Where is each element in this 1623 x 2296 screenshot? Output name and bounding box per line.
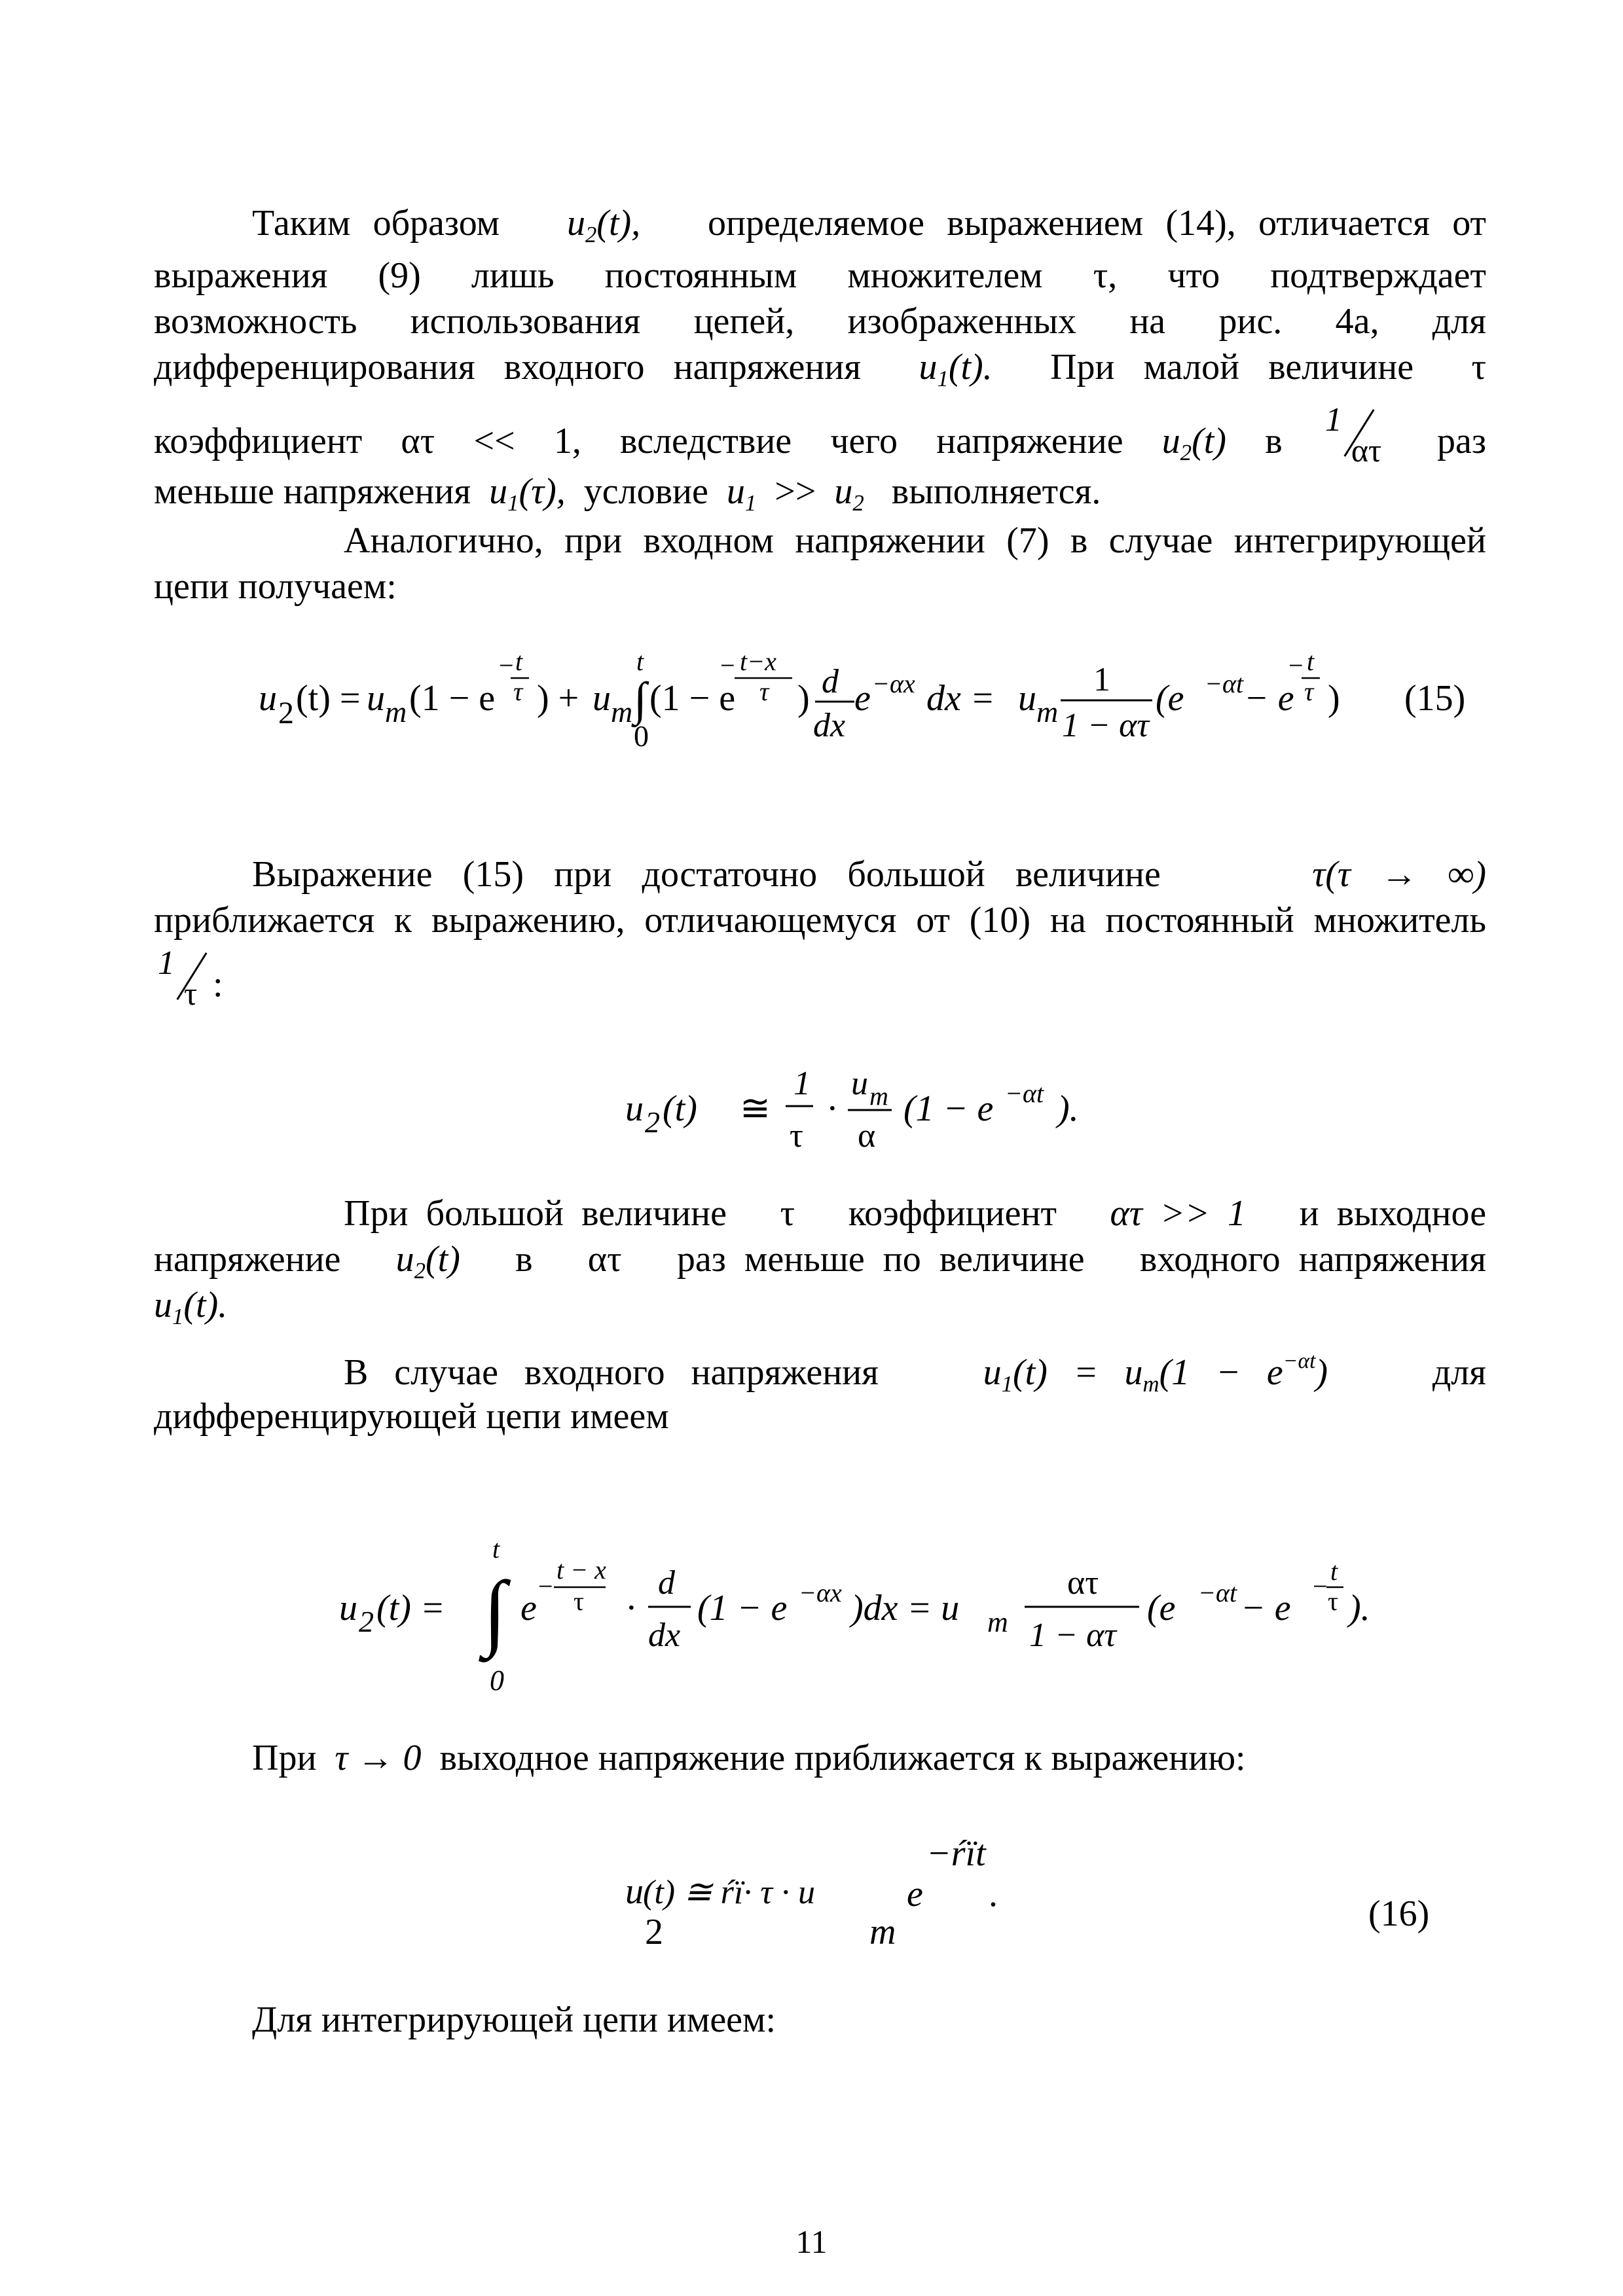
eq15-ax: −αx bbox=[872, 669, 915, 698]
eq15-exp2-num: t−x bbox=[740, 647, 776, 676]
eq16-number: (16) bbox=[1368, 1893, 1430, 1934]
eqB-lhs: (t) = bbox=[376, 1588, 445, 1628]
p4-line-1: При большой величине τ коэффициент ατ >> 1 и выходное bbox=[344, 1193, 1487, 1234]
p4-line-3: $u_1(t)$. bbox=[154, 1285, 228, 1330]
eqB-sub-2: 2 bbox=[359, 1605, 374, 1638]
eqB-mid: (1 − e bbox=[697, 1588, 788, 1628]
eq15-den: 1 − ατ bbox=[1062, 707, 1149, 744]
eq15-sub-2: 2 bbox=[278, 696, 294, 730]
p3-line-1: Выражение (15) при достаточно большой величине τ(τ → ∞) bbox=[252, 854, 1487, 895]
eqB-exp-num: t − x bbox=[556, 1555, 606, 1585]
eq15-eqA: (t) = bbox=[296, 678, 361, 719]
eq15-um2: u bbox=[593, 678, 611, 719]
eqB-fden: 1 − ατ bbox=[1029, 1617, 1116, 1654]
eqB-dx: dx bbox=[648, 1617, 681, 1654]
eqA-end: ). bbox=[1057, 1088, 1079, 1129]
eq15-minus-e: − e bbox=[1244, 678, 1294, 719]
eqA-exp: −αt bbox=[1005, 1079, 1044, 1108]
p5-line-1: В случае входного напряжения $u_1(t) = u_m(1 - e^{-\alpha t})$ для bbox=[344, 1349, 1487, 1397]
eq15-exp3-minus: − bbox=[1288, 651, 1304, 680]
eq16-m: m bbox=[869, 1912, 896, 1952]
eqB-p-minus: − bbox=[1313, 1571, 1328, 1601]
eqB-dot: · bbox=[625, 1588, 638, 1628]
p2-line-1: Аналогично, при входном напряжении (7) в случае интегрирующей bbox=[344, 520, 1486, 561]
eqA-rest: (1 − e bbox=[903, 1088, 994, 1129]
eqB-end: ). bbox=[1349, 1588, 1370, 1628]
eq15-dx: dx bbox=[813, 707, 846, 744]
eqB-mid-end: )dx = u bbox=[851, 1588, 960, 1628]
eqB-fnum: ατ bbox=[1067, 1564, 1099, 1602]
p3-line-2: приближается к выражению, отличающемуся от (10) на постоянный множитель bbox=[154, 900, 1486, 941]
eq15-at: −αt bbox=[1205, 669, 1244, 698]
eq15-d: d bbox=[822, 663, 839, 700]
eq15-exp3-tau: τ bbox=[1304, 677, 1314, 706]
eqB-m: m bbox=[987, 1606, 1008, 1638]
eq15-integral: ∫ bbox=[634, 673, 647, 725]
eqB-d: d bbox=[658, 1564, 675, 1602]
p2-line-2: цепи получаем: bbox=[154, 566, 397, 607]
eqA-tau: τ bbox=[790, 1117, 803, 1155]
eqA-alpha: α bbox=[858, 1117, 876, 1155]
eq15-paren: (e bbox=[1156, 678, 1184, 719]
eq16-e: e bbox=[907, 1874, 923, 1914]
eq15-exp3-t: t bbox=[1307, 647, 1315, 676]
eq15-close2: ) bbox=[797, 678, 810, 719]
p3-line-3: 1 τ : bbox=[154, 949, 1486, 1014]
eq15-u: u bbox=[259, 678, 277, 719]
p6-line-1: При τ → 0 выходное напряжение приближается к выражению: bbox=[252, 1738, 1246, 1778]
eq15-part1: (1 − e bbox=[409, 678, 496, 719]
eqB-int-lower: 0 bbox=[490, 1664, 504, 1696]
p5-line-2: дифференцирующей цепи имеем bbox=[154, 1396, 669, 1437]
eq16-dot: . bbox=[989, 1874, 998, 1914]
eqB-par: (e bbox=[1147, 1588, 1176, 1628]
p1-line-1: Таким образом $u_2(t)$, определяемое выражением (14), отличается от bbox=[252, 203, 1487, 248]
eq15-exp-minus: − bbox=[499, 651, 514, 680]
one-over-tau: 1 τ bbox=[154, 949, 213, 1014]
eqB-exp-den: τ bbox=[574, 1587, 585, 1616]
p7-line-1: Для интегрирующей цепи имеем: bbox=[252, 2000, 776, 2040]
p1-line-3: возможность использования цепей, изображенных на рис. 4а, для bbox=[154, 301, 1486, 342]
eqA-m: m bbox=[869, 1081, 888, 1111]
eq15-m2: m bbox=[611, 695, 633, 728]
eqB-exp-minus: − bbox=[538, 1571, 553, 1601]
eq15-one: 1 bbox=[1093, 661, 1110, 698]
eqB-par-mid: − e bbox=[1241, 1588, 1291, 1628]
eq15-um: u bbox=[367, 678, 385, 719]
eqA-dot: · bbox=[826, 1088, 839, 1129]
p1-line-5: коэффициент ατ << 1, вследствие чего напряжение $u_2(t)$ в 1 ατ раз bbox=[154, 406, 1486, 471]
page-number: 11 bbox=[795, 2223, 828, 2260]
eqA-approx: ≅ bbox=[740, 1088, 771, 1129]
eq15-close1: ) + bbox=[537, 678, 579, 719]
eq15-part2: (1 − e bbox=[649, 678, 736, 719]
one-over-alpha-tau: 1 ατ bbox=[1324, 401, 1382, 469]
eqA-sub-2: 2 bbox=[645, 1105, 660, 1139]
eqA-u: u bbox=[625, 1088, 644, 1129]
eqB-p-den: τ bbox=[1328, 1587, 1339, 1616]
eqB-int-upper: t bbox=[492, 1534, 500, 1564]
eqA-t: (t) bbox=[663, 1088, 697, 1129]
eq15-exp2-minus: − bbox=[720, 651, 735, 680]
eqA-um: u bbox=[851, 1065, 868, 1102]
p4-line-2: напряжение $u_2(t)$ в ατ раз меньше по величине входного напряжения bbox=[154, 1239, 1487, 1284]
eq16-exp: −ŕït bbox=[926, 1833, 986, 1874]
eqB-u: u bbox=[339, 1588, 357, 1628]
p1-line-2: выражения (9) лишь постоянным множителем τ, что подтверждает bbox=[154, 255, 1486, 296]
eq15-m3: m bbox=[1036, 695, 1059, 728]
eq15-int-upper: t bbox=[636, 647, 644, 676]
eq15-number: (15) bbox=[1404, 678, 1466, 719]
eqB-par-exp: −αt bbox=[1198, 1578, 1237, 1607]
eq15-exp-t: t bbox=[515, 647, 523, 676]
eq16-u: u bbox=[625, 1871, 644, 1912]
eq15-int-lower: 0 bbox=[634, 719, 649, 753]
p1-line-6: меньше напряжения $u_1(\tau)$, условие $u_1 >> u_2$ выполняется. bbox=[154, 471, 1101, 516]
eq15-dxend: dx = bbox=[926, 678, 995, 719]
eqB-p-num: t bbox=[1330, 1556, 1338, 1586]
eqB-integral: ∫ bbox=[483, 1564, 507, 1659]
eq16-sub-2: 2 bbox=[645, 1912, 663, 1952]
eq15-exp-tau: τ bbox=[513, 677, 523, 706]
p1-line-4: дифференцирования входного напряжения $u_1(t)$. При малой величине τ bbox=[154, 347, 1487, 392]
eqB-mid-exp: −αx bbox=[799, 1578, 842, 1607]
eq15-closep: ) bbox=[1328, 678, 1340, 719]
eqA-one: 1 bbox=[793, 1065, 811, 1102]
eq15-m: m bbox=[385, 695, 407, 728]
eq15-e: e bbox=[854, 678, 871, 719]
eqB-e: e bbox=[520, 1588, 537, 1628]
eq15-exp2-den: τ bbox=[759, 677, 769, 706]
eq16-t: (t) ≅ ŕï· τ · u bbox=[643, 1874, 815, 1911]
eq15-um3: u bbox=[1018, 678, 1036, 719]
